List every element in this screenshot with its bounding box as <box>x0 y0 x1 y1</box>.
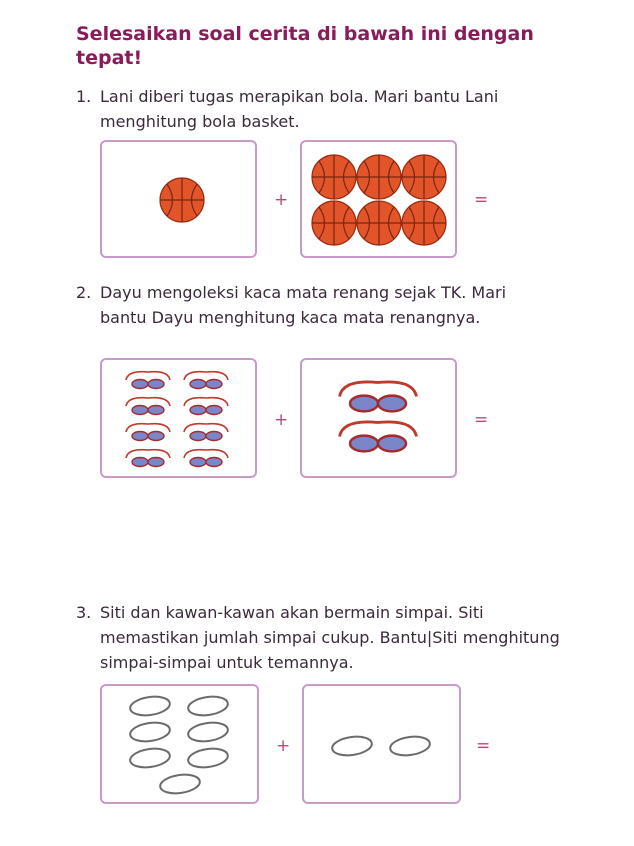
q3-equals: = <box>476 736 491 756</box>
hoop-icon <box>331 734 373 757</box>
q2-equals: = <box>474 410 489 430</box>
q1-right-box <box>300 140 457 258</box>
q1-equals: = <box>474 190 489 210</box>
question-3 <box>76 600 576 675</box>
basketball-icon <box>402 155 446 199</box>
q3-left-hoops <box>102 686 257 802</box>
hoop-icon <box>187 746 229 769</box>
goggles-icon <box>126 424 170 441</box>
goggles-icon <box>184 424 228 441</box>
basketball-icon <box>357 201 401 245</box>
goggles-icon <box>340 382 417 411</box>
q1-left-balls <box>102 142 255 256</box>
q1-left-box <box>100 140 257 258</box>
hoop-icon <box>187 694 229 717</box>
hoop-icon <box>129 720 171 743</box>
hoop-icon <box>129 694 171 717</box>
q2-right-box <box>300 358 457 478</box>
hoop-icon <box>129 746 171 769</box>
basketball-icon <box>160 178 204 222</box>
q1-right-balls <box>302 142 455 256</box>
hoop-icon <box>389 734 431 757</box>
goggles-icon <box>126 372 170 389</box>
goggles-icon <box>184 450 228 467</box>
goggles-icon <box>184 372 228 389</box>
q3-right-hoops <box>304 686 459 802</box>
q3-plus: + <box>276 736 291 756</box>
question-1-number: 1. <box>76 87 92 106</box>
question-2-text: Dayu mengoleksi kaca mata renang sejak TK. Mari bantu Dayu menghitung kaca mata renangnya. <box>100 283 507 327</box>
goggles-icon <box>126 398 170 415</box>
basketball-icon <box>312 155 356 199</box>
question-3-text: Siti dan kawan-kawan akan bermain simpai. Siti memastikan jumlah simpai cukup. Bantu|Siti menghitung simpai-simpai untuk temannya. <box>100 603 560 672</box>
q1-plus: + <box>274 190 289 210</box>
goggles-icon <box>184 398 228 415</box>
goggles-icon <box>126 450 170 467</box>
q3-right-box <box>302 684 461 804</box>
goggles-icon <box>340 422 417 451</box>
question-1-text: Lani diberi tugas merapikan bola. Mari bantu Lani menghitung bola basket. <box>100 87 499 131</box>
question-2-number: 2. <box>76 283 92 302</box>
question-1 <box>76 84 536 134</box>
q2-left-goggles <box>102 360 255 476</box>
q2-left-box <box>100 358 257 478</box>
page-title: Selesaikan soal cerita di bawah ini dengan tepat! <box>76 23 534 69</box>
question-2 <box>76 280 546 330</box>
hoop-icon <box>187 720 229 743</box>
q3-left-box <box>100 684 259 804</box>
basketball-icon <box>402 201 446 245</box>
basketball-icon <box>357 155 401 199</box>
q2-plus: + <box>274 410 289 430</box>
hoop-icon <box>159 772 201 795</box>
q2-right-goggles <box>302 360 455 476</box>
basketball-icon <box>312 201 356 245</box>
question-3-number: 3. <box>76 603 92 622</box>
